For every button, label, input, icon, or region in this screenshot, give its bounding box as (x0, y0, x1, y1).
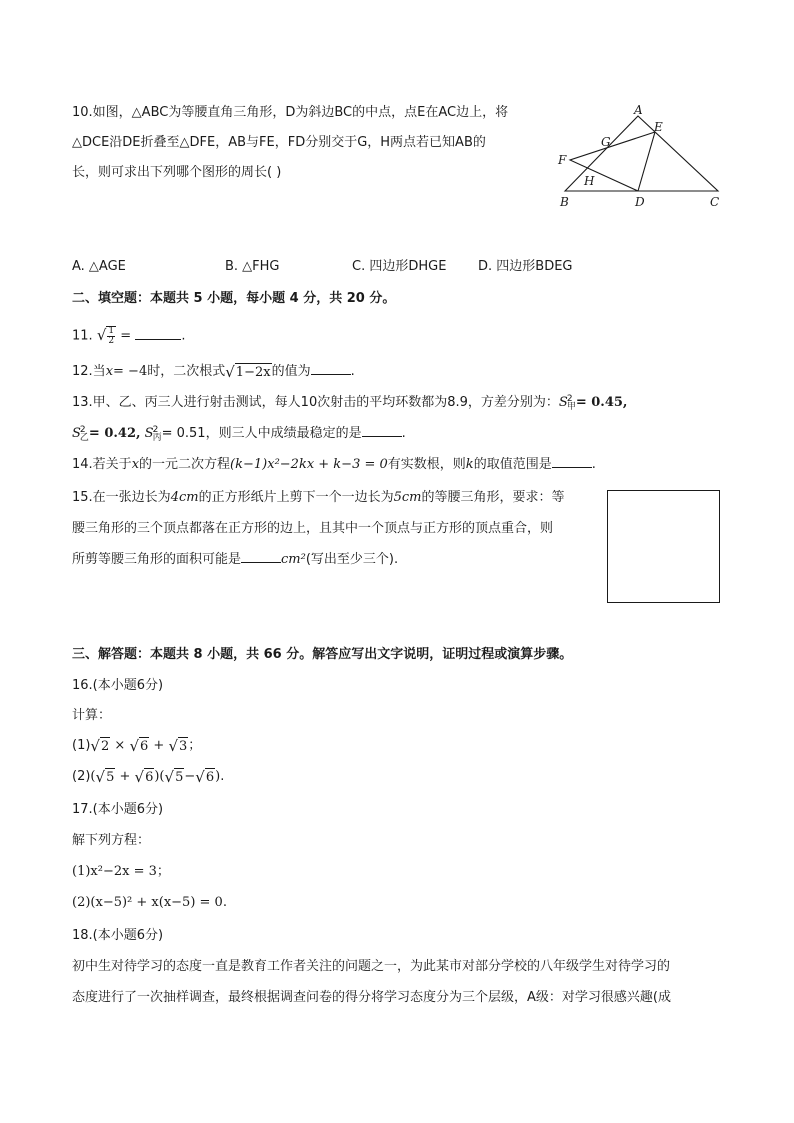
q10-option-d: D. 四边形BDEG (478, 259, 573, 274)
answer-blank[interactable] (362, 424, 402, 437)
q16-part1: (1) √ 2 × √ 6 + √ 3 ； (72, 736, 202, 755)
answer-blank[interactable] (135, 327, 181, 340)
label-g: G (601, 135, 611, 149)
label-h: H (584, 174, 595, 188)
answer-blank[interactable] (241, 550, 281, 563)
q17-part1: (1)x²−2x = 3； (72, 864, 170, 879)
q15-line2: 腰三角形的三个顶点都落在正方形的边上，且其中一个顶点与正方形的顶点重合，则 (72, 521, 554, 536)
q15-line3: 所剪等腰三角形的面积可能是 cm²(写出至少三个). (72, 552, 399, 567)
q15-line1: 15.在一张边长为4cm的正方形纸片上剪下一个一边长为5cm的等腰三角形，要求：等 (72, 490, 565, 505)
section3-heading: 三、解答题：本题共 8 小题，共 66 分。解答应写出文字说明，证明过程或演算步骤。 (72, 647, 573, 662)
q18-line2: 态度进行了一次抽样调查，最终根据调查问卷的得分将学习态度分为三个层级，A级：对学习很感兴趣(成 (72, 990, 671, 1005)
q13-line2: S 2 乙 = 0.42, S 2 丙 = 0.51，则三人中成绩最稳定的是 . (72, 424, 406, 443)
q10-line2: △DCE沿DE折叠至△DFE，AB与FE，FD分别交于G，H两点若已知AB的 (72, 135, 486, 150)
q14: 14.若关于x的一元二次方程(k−1)x²−2kx + k−3 = 0有实数根，则k的取值范围是 . (72, 457, 596, 472)
q11-sqrt: √ $\frac{1}{2}$ (96, 326, 115, 346)
q12: 12.当x= −4时，二次根式 √ 1−2x 的值为 . (72, 362, 355, 381)
triangle-figure (548, 100, 728, 212)
q18-line1: 初中生对待学习的态度一直是教育工作者关注的问题之一，为此某市对部分学校的八年级学生对待学习的 (72, 959, 671, 974)
answer-blank[interactable] (311, 362, 351, 375)
q11-number: 11. (72, 328, 93, 344)
q10-line1: 10.如图，△ABC为等腰直角三角形，D为斜边BC的中点，点E在AC边上，将 (72, 105, 509, 120)
q18-heading: 18.(本小题6分) (72, 928, 164, 943)
label-c: C (710, 195, 720, 209)
square-figure (607, 490, 720, 603)
folded-fde (570, 132, 655, 191)
q12-sqrt: √ 1−2x (225, 362, 271, 381)
section2-heading: 二、填空题：本题共 5 小题，每小题 4 分，共 20 分。 (72, 291, 396, 306)
q13-line1: 13.甲、乙、丙三人进行射击测试，每人10次射击的平均环数都为8.9，方差分别为：S 2 甲 = 0.45, (72, 393, 628, 412)
segment-de (638, 132, 655, 191)
label-d: D (635, 195, 645, 209)
q10-line3: 长，则可求出下列哪个图形的周长( ) (72, 165, 282, 180)
q10-option-a: A. △AGE (72, 259, 126, 274)
q10-option-b: B. △FHG (225, 259, 280, 274)
q17-heading: 17.(本小题6分) (72, 802, 164, 817)
q11: 11. √ $\frac{1}{2}$ = . (72, 326, 186, 346)
q16-intro: 计算： (72, 708, 112, 723)
label-e: E (654, 120, 663, 134)
label-b: B (560, 195, 569, 209)
q16-part2: (2)( √ 5 + √ 6 )( √ 5 − √ 6 ). (72, 767, 225, 786)
answer-blank[interactable] (552, 455, 592, 468)
q17-part2: (2)(x−5)² + x(x−5) = 0. (72, 895, 227, 910)
q10-option-c: C. 四边形DHGE (352, 259, 447, 274)
label-f: F (558, 153, 567, 167)
q16-heading: 16.(本小题6分) (72, 678, 164, 693)
label-a: A (634, 103, 643, 117)
q17-intro: 解下列方程： (72, 833, 151, 848)
